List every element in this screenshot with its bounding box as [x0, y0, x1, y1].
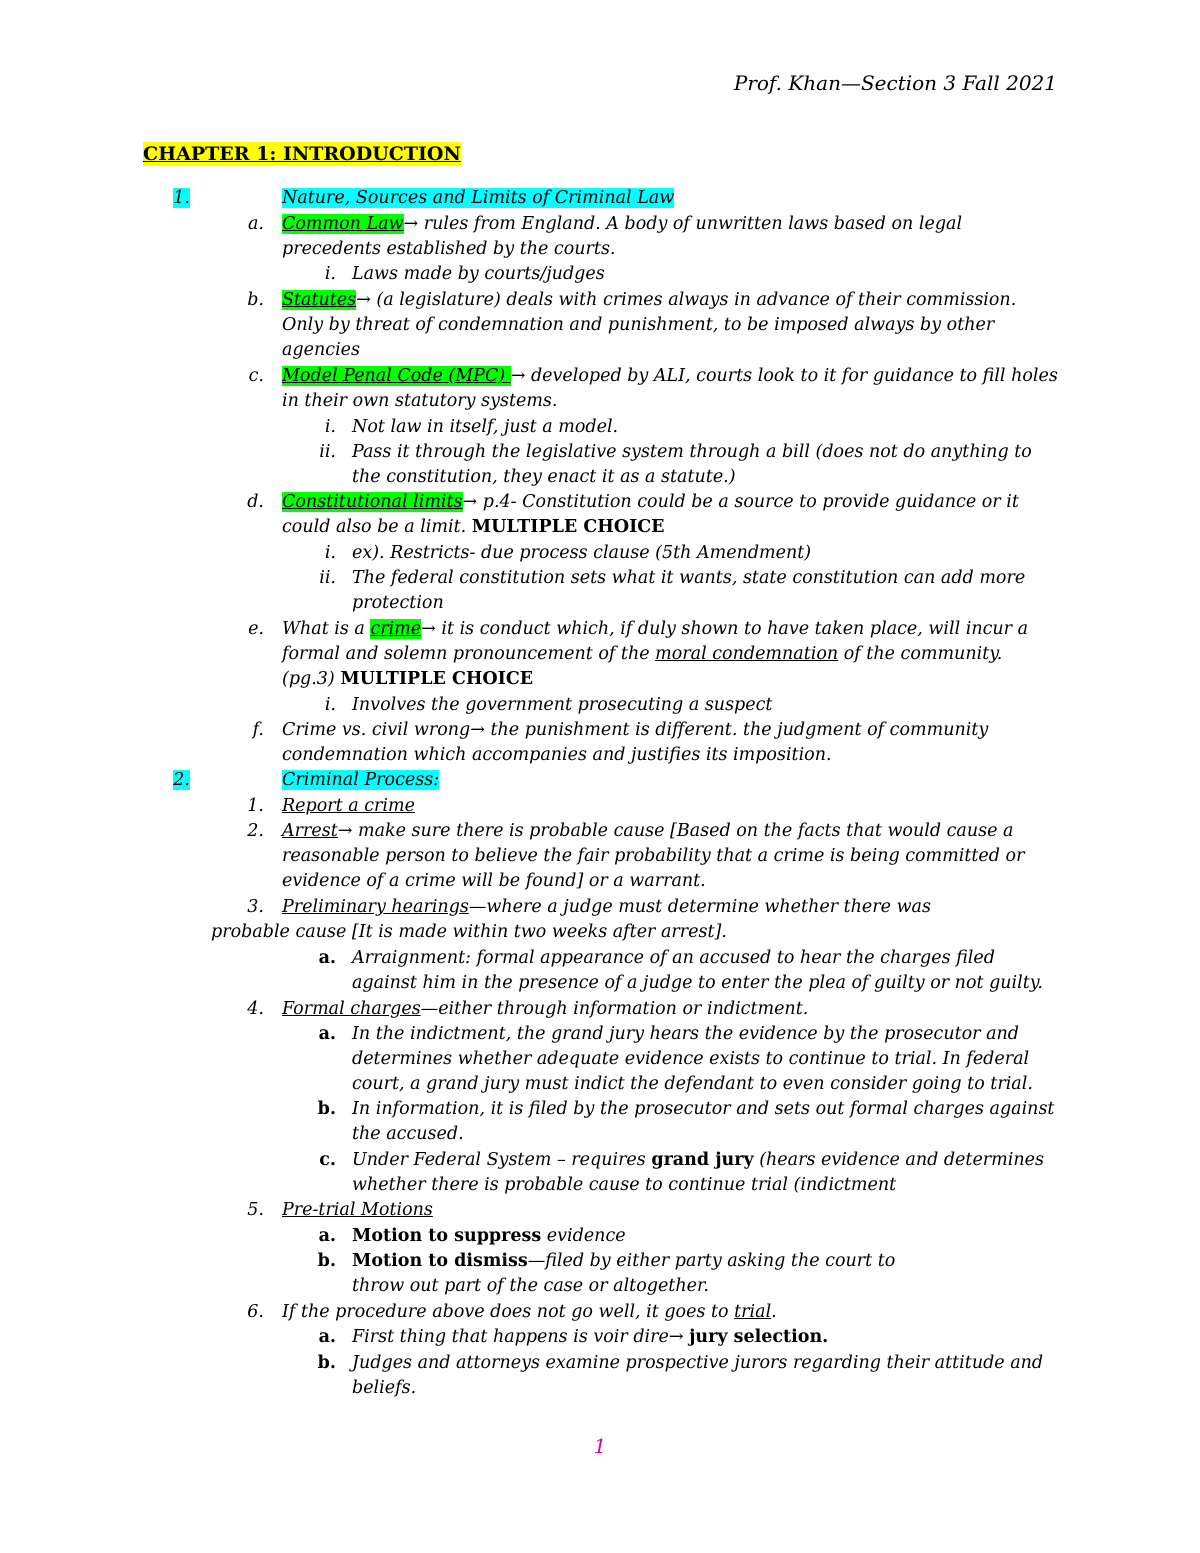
- item-1a-line1: Common Law→ rules from England. A body of unwritten laws based on legal: [282, 214, 963, 234]
- item-1e-line3: (pg.3) MULTIPLE CHOICE: [282, 669, 534, 689]
- step-4a-line2: determines whether adequate evidence exists to continue to trial. In federal: [352, 1049, 1030, 1069]
- step-3a-line2: against him in the presence of a judge to enter the plea of guilty or not guilty.: [352, 973, 1043, 993]
- step-6a-text: First thing that happens is voir dire→ jury selection.: [352, 1327, 829, 1347]
- step-5-marker: 5.: [247, 1200, 264, 1220]
- term-constitutional-limits: Constitutional limits: [282, 492, 463, 512]
- section-2-title: Criminal Process:: [282, 770, 440, 790]
- step-2-line1: Arrest→ make sure there is probable cause [Based on the facts that would cause a: [282, 821, 1014, 841]
- step-5b-line2: throw out part of the case or altogether.: [352, 1276, 709, 1296]
- section-1-title: Nature, Sources and Limits of Criminal Law: [282, 188, 675, 208]
- step-4-line1: Formal charges—either through information or indictment.: [282, 999, 809, 1019]
- item-1b-line2: Only by threat of condemnation and punishment, to be imposed always by other: [282, 315, 995, 335]
- page-header: Prof. Khan—Section 3 Fall 2021: [733, 71, 1057, 95]
- chapter-title: CHAPTER 1: INTRODUCTION: [143, 143, 461, 165]
- step-4c-line1: Under Federal System – requires grand jury (hears evidence and determines: [352, 1150, 1044, 1170]
- step-6-marker: 6.: [247, 1302, 264, 1322]
- step-4b-line1: In information, it is filed by the prosecutor and sets out formal charges against: [352, 1099, 1055, 1119]
- item-1b-marker: b.: [247, 290, 264, 310]
- term-arrest: Arrest: [282, 821, 338, 841]
- item-1f-line2: condemnation which accompanies and justifies its imposition.: [282, 745, 832, 765]
- step-4a-marker: a.: [318, 1024, 336, 1044]
- item-1d-line2: could also be a limit. MULTIPLE CHOICE: [282, 517, 665, 537]
- term-crime: crime: [370, 619, 422, 639]
- item-1c-ii-line1: Pass it through the legislative system through a bill (does not do anything to: [352, 442, 1032, 462]
- item-1c-ii-marker: ii.: [319, 442, 336, 462]
- step-3a-line1: Arraignment: formal appearance of an accused to hear the charges filed: [352, 948, 995, 968]
- term-mpc: Model Penal Code (MPC): [282, 366, 511, 386]
- item-1d-marker: d.: [247, 492, 264, 512]
- item-1a-line2: precedents established by the courts.: [282, 239, 616, 259]
- step-3-line1: Preliminary hearings—where a judge must determine whether there was: [282, 897, 931, 917]
- step-5b-marker: b.: [317, 1251, 336, 1271]
- step-6b-line2: beliefs.: [352, 1378, 417, 1398]
- item-1b-line1: Statutes→ (a legislature) deals with crimes always in advance of their commission.: [282, 290, 1017, 310]
- step-6b-marker: b.: [317, 1353, 336, 1373]
- item-1b-line3: agencies: [282, 340, 360, 360]
- item-1f-line1: Crime vs. civil wrong→ the punishment is different. the judgment of community: [282, 720, 989, 740]
- item-1f-marker: f.: [252, 720, 264, 740]
- multiple-choice-label: MULTIPLE CHOICE: [340, 669, 534, 689]
- step-4c-marker: c.: [319, 1150, 336, 1170]
- step-6a-marker: a.: [318, 1327, 336, 1347]
- step-4a-line3: court, a grand jury must indict the defendant to even consider going to trial.: [352, 1074, 1033, 1094]
- item-1a-i-text: Laws made by courts/judges: [352, 264, 605, 284]
- page-number: 1: [593, 1434, 607, 1458]
- step-3a-marker: a.: [318, 948, 336, 968]
- item-1d-line1: Constitutional limits→ p.4- Constitution could be a source to provide guidance or it: [282, 492, 1019, 512]
- term-common-law: Common Law: [282, 214, 404, 234]
- section-2-marker: 2.: [173, 770, 190, 790]
- item-1d-ii-line2: protection: [352, 593, 444, 613]
- item-1e-marker: e.: [248, 619, 264, 639]
- step-1-marker: 1.: [247, 796, 264, 816]
- step-3-marker: 3.: [247, 897, 264, 917]
- step-2-line2: reasonable person to believe the fair probability that a crime is being committed or: [282, 846, 1025, 866]
- step-4c-line2: whether there is probable cause to continue trial (indictment: [352, 1175, 897, 1195]
- term-statutes: Statutes: [282, 290, 357, 310]
- item-1e-line1: What is a crime→ it is conduct which, if duly shown to have taken place, will incur a: [282, 619, 1029, 639]
- item-1d-ii-marker: ii.: [319, 568, 336, 588]
- item-1c-line2: in their own statutory systems.: [282, 391, 558, 411]
- step-5a-text: Motion to suppress evidence: [352, 1226, 626, 1246]
- item-1c-i-text: Not law in itself, just a model.: [352, 417, 619, 437]
- step-2-line3: evidence of a crime will be found] or a warrant.: [282, 871, 706, 891]
- step-1-text: Report a crime: [282, 796, 415, 816]
- step-6b-line1: Judges and attorneys examine prospective jurors regarding their attitude and: [352, 1353, 1044, 1373]
- item-1c-marker: c.: [248, 366, 264, 386]
- step-6-text: If the procedure above does not go well, it goes to trial.: [282, 1302, 777, 1322]
- step-3-line2: probable cause [It is made within two weeks after arrest].: [211, 922, 727, 942]
- section-1-marker: 1.: [173, 188, 190, 208]
- item-1c-ii-line2: the constitution, they enact it as a statute.): [352, 467, 736, 487]
- item-1d-ii-line1: The federal constitution sets what it wants, state constitution can add more: [352, 568, 1026, 588]
- step-5b-line1: Motion to dismiss—filed by either party asking the court to: [352, 1251, 896, 1271]
- step-4b-line2: the accused.: [352, 1124, 464, 1144]
- item-1e-line2: formal and solemn pronouncement of the moral condemnation of the community.: [282, 644, 1003, 664]
- item-1a-i-marker: i.: [324, 264, 336, 284]
- item-1e-i-text: Involves the government prosecuting a suspect: [352, 695, 773, 715]
- term-formal-charges: Formal charges: [282, 999, 421, 1019]
- item-1d-i-text: ex). Restricts- due process clause (5th Amendment): [352, 543, 812, 563]
- step-5-title: Pre-trial Motions: [282, 1200, 433, 1220]
- step-4a-line1: In the indictment, the grand jury hears the evidence by the prosecutor and: [352, 1024, 1019, 1044]
- item-1c-line1: Model Penal Code (MPC) → developed by ALI, courts look to it for guidance to fill holes: [282, 366, 1058, 386]
- step-4b-marker: b.: [317, 1099, 336, 1119]
- item-1d-i-marker: i.: [324, 543, 336, 563]
- multiple-choice-label: MULTIPLE CHOICE: [471, 517, 665, 537]
- term-trial: trial: [734, 1302, 772, 1322]
- item-1a-marker: a.: [248, 214, 264, 234]
- term-preliminary-hearings: Preliminary hearings: [282, 897, 469, 917]
- item-1c-i-marker: i.: [324, 417, 336, 437]
- step-5a-marker: a.: [318, 1226, 336, 1246]
- step-2-marker: 2.: [247, 821, 264, 841]
- step-4-marker: 4.: [247, 999, 264, 1019]
- item-1e-i-marker: i.: [324, 695, 336, 715]
